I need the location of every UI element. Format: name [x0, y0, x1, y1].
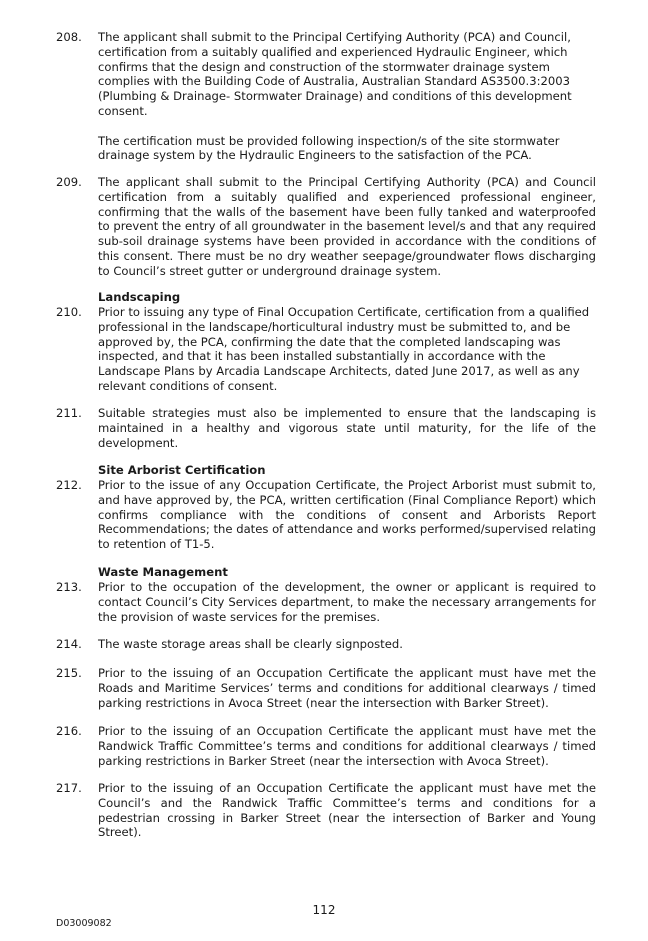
condition-number: 215. [56, 666, 82, 680]
page-number: 112 [312, 903, 336, 917]
condition-number: 217. [56, 781, 82, 795]
condition-paragraph: Prior to the occupation of the development, the owner or applicant is required to contact Council’s City Services department, to make the necessary arrangements for the provision of waste services for the premises. [98, 580, 596, 624]
condition-211 [56, 406, 596, 450]
condition-214 [56, 637, 596, 652]
condition-213 [56, 580, 596, 624]
condition-number: 211. [56, 406, 82, 420]
condition-number: 212. [56, 478, 82, 492]
condition-number: 208. [56, 30, 82, 44]
condition-216 [56, 724, 596, 768]
condition-number: 213. [56, 580, 82, 594]
condition-paragraph: The certification must be provided following inspection/s of the site stormwater drainage system by the Hydraulic Engineers to the satisfaction of the PCA. [98, 133, 560, 163]
condition-number: 210. [56, 305, 82, 319]
condition-paragraph: Prior to the issuing of an Occupation Certificate the applicant must have met the Roads and Maritime Services’ terms and conditions for additional clearways / timed parking restrictions in Avoca Street (near the intersection with Barker Street). [98, 666, 596, 710]
condition-paragraph: Prior to issuing any type of Final Occupation Certificate, certification from a qualified professional in the landscape/horticultural industry must be submitted to, and be approved by, the PCA, confirming the date that the completed landscaping was inspected, and that it has been installed substantially in accordance with the Landscape Plans by Arcadia Landscape Architects, dated June 2017, as well as any relevant conditions of consent. [98, 305, 590, 393]
condition-number: 216. [56, 724, 82, 738]
section-heading-arborist: Site Arborist Certification [98, 463, 266, 477]
condition-212 [56, 478, 596, 552]
condition-number: 214. [56, 637, 82, 651]
condition-paragraph: Prior to the issue of any Occupation Certificate, the Project Arborist must submit to, and have approved by, the PCA, written certification (Final Compliance Report) which confirms compliance with the conditions of consent and Arborists Report Recommendations; the dates of attendance and works performed/supervised relating to retention of T1-5. [98, 478, 596, 552]
condition-217 [56, 781, 596, 840]
condition-208 [56, 30, 596, 163]
document-id: D03009082 [56, 918, 112, 929]
condition-210 [56, 305, 596, 394]
condition-number: 209. [56, 175, 82, 189]
section-heading-waste: Waste Management [98, 565, 228, 579]
condition-paragraph: The applicant shall submit to the Principal Certifying Authority (PCA) and Council, certification from a suitably qualified and experienced Hydraulic Engineer, which confirms that the design and construction of the stormwater drainage system complies with the Building Code of Australia, Australian Standard AS3500.3:2003 (Plumbing & Drainage- Stormwater Drainage) and conditions of this development consent. [98, 30, 572, 118]
condition-paragraph: The applicant shall submit to the Principal Certifying Authority (PCA) and Council certification from a suitably qualified and experienced professional engineer, confirming that the walls of the basement have been fully tanked and waterproofed to prevent the entry of all groundwater in the basement level/s and that any required sub-soil drainage systems have been provided in accordance with the conditions of this consent. There must be no dry weather seepage/groundwater flows discharging to Council’s street gutter or underground drainage system. [98, 175, 596, 278]
condition-215 [56, 666, 596, 710]
condition-paragraph: Prior to the issuing of an Occupation Certificate the applicant must have met the Council’s and the Randwick Traffic Committee’s terms and conditions for a pedestrian crossing in Barker Street (near the intersection of Barker and Young Street). [98, 781, 596, 840]
condition-paragraph: The waste storage areas shall be clearly signposted. [98, 637, 403, 651]
section-heading-landscaping: Landscaping [98, 290, 181, 304]
condition-209 [56, 175, 596, 279]
condition-paragraph: Suitable strategies must also be implemented to ensure that the landscaping is maintained in a healthy and vigorous state until maturity, for the life of the development. [98, 406, 596, 450]
condition-paragraph: Prior to the issuing of an Occupation Certificate the applicant must have met the Randwick Traffic Committee’s terms and conditions for additional clearways / timed parking restrictions in Barker Street (near the intersection with Avoca Street). [98, 724, 596, 768]
